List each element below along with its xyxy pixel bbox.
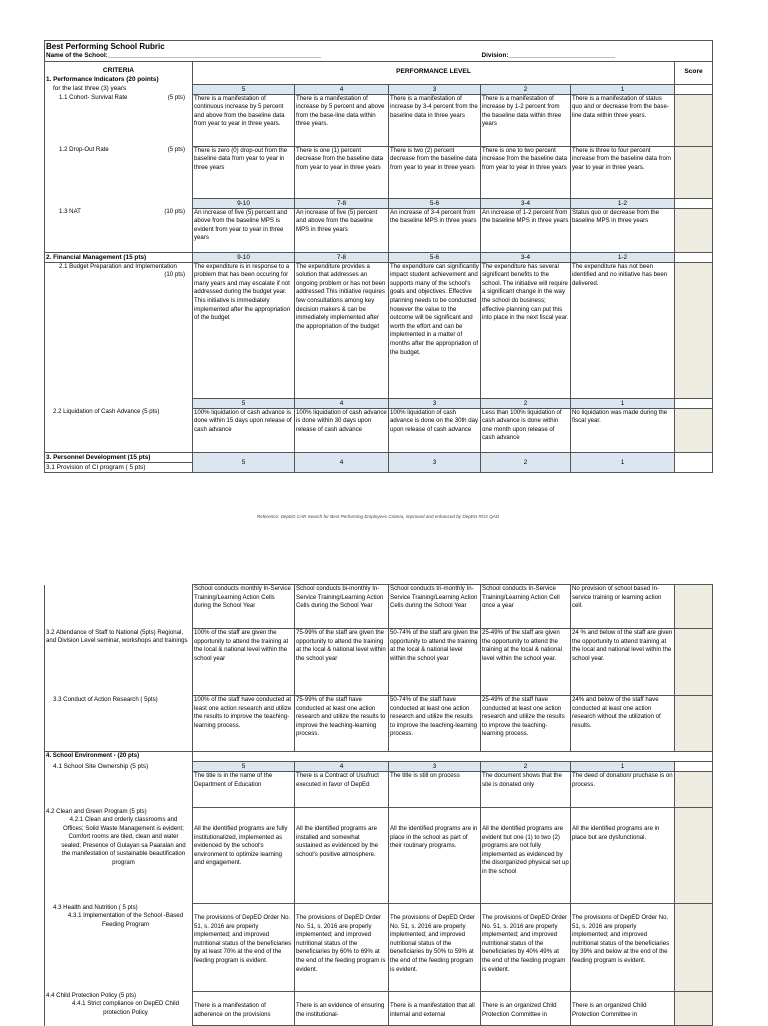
criterion-4-4-label: 4.4 Child Protection Policy (5 pts) — [46, 991, 137, 999]
rubric-table-1 — [44, 40, 713, 473]
r43-level-4: The provisions of DepED Order No. 51, s. 2016 are properly implemented; and improved nutritional status of the beneficiaries by 60% to 69% at the end of the feeding program is evident. — [295, 904, 389, 992]
level-5: 5 — [193, 398, 295, 408]
r41-level-3: The title is still on process — [389, 772, 481, 808]
r31-level-5: School conducts monthly In-Service Training/Learning Action Cells during the School Year — [193, 585, 295, 629]
r42-level-2: All the identified programs are evident but one (1) to two (2) programs are not fully implemented as evidenced by the disorganized physical set up in the school — [481, 808, 571, 904]
level-range-5-6: 5-6 — [389, 198, 481, 208]
r42-level-1: All the identified programs are in place but are dysfunctional. — [571, 808, 675, 904]
criterion-3-3: 3.3 Conduct of Action Research ( 5pts) — [45, 696, 193, 752]
level-range-3-4: 3-4 — [481, 252, 571, 262]
score-cell[interactable] — [675, 208, 713, 252]
criterion-4-4-1: 4.4.1 Strict compliance on DepED Child protection Policy — [71, 1000, 180, 1016]
r12-level-1: There is three to four percent increase from the baseline data from year to year in three years. — [571, 146, 675, 198]
r32-level-1: 24 % and below of the staff are given the opportunity to attend training at the local and national level within the school year. — [571, 629, 675, 696]
r12-level-2: There is one to two percent increase from the baseline data from year to year in three years — [481, 146, 571, 198]
criterion-4-2-1: 4.2.1 Clean and orderly classrooms and Offices; Solid Waste Management is evident; Comfort rooms are tiled, clean and water sealed; Presence of Gulayan sa Paaralan and the manifestation of sustainable beautification program — [61, 816, 186, 867]
score-cell[interactable] — [675, 629, 713, 696]
level-4: 4 — [295, 452, 389, 472]
r33-level-3: 50-74% of the staff have conducted at least one action research and utilize the results to improve the teaching-learning process. — [389, 696, 481, 752]
r21-level-1: The expenditure has not been identified and no initiative has been delivered. — [571, 262, 675, 398]
section-1-sub: for the last three (3) years — [45, 84, 193, 94]
r22-level-1: No liquidation was made during the fiscal year. — [571, 408, 675, 452]
r43-level-1: The provisions of DepED Order No. 51, s. 2016 are properly implemented; and improved nutritional status of the beneficiaries by 39% and below at the end of the feeding program is evident. — [571, 904, 675, 992]
level-2: 2 — [481, 452, 571, 472]
r32-level-3: 50-74% of the staff are given the opportunity to attend the training at the local & national level within the school year — [389, 629, 481, 696]
rubric-title: Best Performing School Rubric — [45, 41, 713, 53]
level-range-1-2: 1-2 — [571, 252, 675, 262]
level-3: 3 — [389, 84, 481, 94]
level-range-7-8: 7-8 — [295, 252, 389, 262]
r13-level-5: An increase of five (5) percent and above from the baseline MPS is evident from year to year in three years — [193, 208, 295, 252]
level-2: 2 — [481, 84, 571, 94]
level-5: 5 — [193, 84, 295, 94]
school-name-field: Name of the School:____________________________________________________________ — [45, 52, 481, 61]
criterion-3-2: 3.2 Attendance of Staff to National (5pts) Regional, and Division Level seminar, workshops and trainings — [45, 629, 193, 696]
level-4: 4 — [295, 762, 389, 772]
criterion-1-2: 1.2 Drop-Out Rate (5 pts) — [45, 146, 193, 198]
level-range-9-10: 9-10 — [193, 198, 295, 208]
r11-level-1: There is a manifestation of status quo and or decrease from the base-line data within three years. — [571, 94, 675, 146]
r11-level-2: There is a manifestation of increase by 1-2 percent from the baseline data within three years — [481, 94, 571, 146]
r21-level-2: The expenditure has several significant benefits to the school. The initiative will require a significant change in the way the school do business; effective planning can put this into place in the next fiscal year. — [481, 262, 571, 398]
level-1: 1 — [571, 398, 675, 408]
r44-level-1: There is an organized Child Protection Committee in — [571, 992, 675, 1026]
score-cell[interactable] — [675, 808, 713, 904]
criterion-2-2: 2.2 Liquidation of Cash Advance (5 pts) — [45, 408, 193, 452]
r33-level-4: 75-99% of the staff have conducted at least one action research and utilize the results to improve the teaching-learning process. — [295, 696, 389, 752]
r32-level-5: 100% of the staff are given the opportunity to attend the training at the local & national level within the school year — [193, 629, 295, 696]
division-field: Division:______________________________ — [481, 52, 713, 61]
r41-level-4: There is a Contract of Usufruct executed in favor of DepEd — [295, 772, 389, 808]
r42-level-3: All the identified programs are in place in the school as part of their routinary programs. — [389, 808, 481, 904]
level-1: 1 — [571, 762, 675, 772]
criterion-4-3 — [45, 904, 193, 992]
r41-level-1: The deed of donation/ pruchase is on process. — [571, 772, 675, 808]
level-2: 2 — [481, 762, 571, 772]
score-cell[interactable] — [675, 585, 713, 629]
rubric-page-2 — [44, 584, 712, 1026]
criterion-1-3: 1.3 NAT (10 pts) — [45, 208, 193, 252]
r13-level-2: An increase of 1-2 percent from the baseline MPS in three years — [481, 208, 571, 252]
criterion-1-1: 1.1 Cohort- Survival Rate (5 pts) — [45, 94, 193, 146]
r42-level-5: All the identified programs are fully institutionalized, implemented as evidenced by the school's environment to optimize learning and engagement. — [193, 808, 295, 904]
score-cell[interactable] — [675, 146, 713, 198]
level-4: 4 — [295, 398, 389, 408]
score-cell[interactable] — [675, 696, 713, 752]
r21-level-5: The expenditure is in response to a problem that has been occuring for many years and may escalate if not addressed during the budget year. This initiative is immediately implemented after the appropriation of the budget — [193, 262, 295, 398]
r31-level-1: No provision of school based In-service training or learning action cell. — [571, 585, 675, 629]
r43-level-2: The provisions of DepED Order No. 51, s. 2016 are properly implemented; and improved nutritional status of the beneficiaries by 40% 49% at the end of the feeding program is evident. — [481, 904, 571, 992]
r44-level-3: There is a manifestation that all internal and external — [389, 992, 481, 1026]
r22-level-3: 100% liquidation of cash advance is done on the 30th day upon release of cash advance — [389, 408, 481, 452]
level-2: 2 — [481, 398, 571, 408]
r44-level-2: There is an organized Child Protection Committee in — [481, 992, 571, 1026]
section-3-title: 3. Personnel Development (15 pts) — [45, 453, 192, 463]
section-3-head — [45, 452, 193, 472]
level-1: 1 — [571, 452, 675, 472]
r41-level-2: The document shows that the site is donated only — [481, 772, 571, 808]
criterion-4-3-label: 4.3 Health and Nutrition ( 5 pts) — [53, 903, 138, 911]
r22-level-5: 100% liquidation of cash advance is done within 15 days upon release of cash advance — [193, 408, 295, 452]
level-range-1-2: 1-2 — [571, 198, 675, 208]
r31-level-2: School conducts In-Service Training/Learning Action Cell once a year — [481, 585, 571, 629]
r33-level-2: 25-49% of the staff have conducted at least one action research and utilize the results to improve the teaching-learning process. — [481, 696, 571, 752]
criterion-3-1: 3.1 Provision of CI program ( 5 pts) — [46, 463, 146, 471]
r12-level-4: There is one (1) percent decrease from the baseline data from year to year in three years — [295, 146, 389, 198]
level-5: 5 — [193, 762, 295, 772]
r22-level-2: Less than 100% liquidation of cash advance is done within one month upon release of cash advance — [481, 408, 571, 452]
level-range-7-8: 7-8 — [295, 198, 389, 208]
r43-level-3: The provisions of DepED Order No. 51, s. 2016 are properly implemented; and improved nutritional status of the beneficiaries by 50% to 59% at the end of the feeding program is evident. — [389, 904, 481, 992]
r11-level-5: There is a manifestation of continuous increase by 5 percent and above from the baseline data from year to year in three years. — [193, 94, 295, 146]
criterion-4-2-label: 4.2 Clean and Green Program (5 pts) — [46, 807, 147, 815]
score-cell[interactable] — [675, 408, 713, 452]
score-cell[interactable] — [675, 904, 713, 992]
rubric-page-1 — [44, 40, 712, 519]
level-3: 3 — [389, 452, 481, 472]
r32-level-2: 25-49% of the staff are given the opportunity to attend the training at the local & national level within the school year. — [481, 629, 571, 696]
rubric-table-2 — [44, 584, 713, 1026]
r44-level-4: There is an evidence of ensuring the institutional- — [295, 992, 389, 1026]
criterion-4-3-1: 4.3.1 Implementation of the School -Based Feeding Program — [67, 912, 184, 928]
section-2-title: 2. Financial Management (15 pts) — [45, 252, 193, 262]
r12-level-5: There is zero (0) drop-out from the baseline data from year to year in three years — [193, 146, 295, 198]
level-5: 5 — [193, 452, 295, 472]
section-4-title: 4. School Environment - (20 pts) — [45, 752, 193, 762]
level-3: 3 — [389, 762, 481, 772]
score-blank — [675, 84, 713, 94]
r11-level-4: There is a manifestation of increase by 5 percent and above from the base-line data within three years. — [295, 94, 389, 146]
r33-level-5: 100% of the staff have conducted at least one action research and utilize the results to improve the teaching-learning process. — [193, 696, 295, 752]
score-header: Score — [675, 61, 713, 84]
r11-level-3: There is a manifestation of increase by 3-4 percent from the baseline data in three years — [389, 94, 481, 146]
level-range-9-10: 9-10 — [193, 252, 295, 262]
r22-level-4: 100% liquidation of cash advance is done within 30 days upon release of cash advance — [295, 408, 389, 452]
r32-level-4: 75-99% of the staff are given the opportunity to attend the training at the local & national level within the school year — [295, 629, 389, 696]
section-1-title: 1. Performance Indicators (20 points) — [45, 76, 193, 85]
criteria-header: CRITERIA — [45, 61, 193, 76]
level-range-3-4: 3-4 — [481, 198, 571, 208]
r21-level-4: The expenditure provides a solution that addresses an ongoing problem or has not been addressed This initiative requires few consultations among key decision makers & can be immediately implemented after the appropriation of the budget — [295, 262, 389, 398]
r42-level-4: All the identified programs are installed and somewhat sustained as evidenced by the school's positive atmosphere. — [295, 808, 389, 904]
r44-level-5: There is a manifestation of adherence on the provisions — [193, 992, 295, 1026]
score-cell[interactable] — [675, 94, 713, 146]
r21-level-3: The expenditure can significantly impact student achievement and supports many of the school's goals and objectives. Effective planning needs to be conducted however the value to the outcome will be significant and worth the effort and can be implemented in a matter of months after the appropriation of the budget. — [389, 262, 481, 398]
r43-level-5: The provisions of DepED Order No. 51, s. 2016 are properly implemented; and improved nutritional status of the beneficiaries by at least 70% at the end of the feeding program is evident. — [193, 904, 295, 992]
r12-level-3: There is two (2) percent decrease from the baseline data from year to year in three years — [389, 146, 481, 198]
r13-level-4: An increase of five (5) percent and above from the baseline MPS in three years — [295, 208, 389, 252]
criterion-4-2 — [45, 808, 193, 904]
level-4: 4 — [295, 84, 389, 94]
r31-level-3: School conducts tri-monthly In-Service Training/Learning Action Cells during the School Year — [389, 585, 481, 629]
score-cell[interactable] — [675, 992, 713, 1026]
score-cell[interactable] — [675, 772, 713, 808]
r13-level-3: An increase of 3-4 percent from the baseline MPS in three years — [389, 208, 481, 252]
level-1: 1 — [571, 84, 675, 94]
score-cell[interactable] — [675, 262, 713, 398]
r33-level-1: 24% and below of the staff have conducted at least one action research without the utilization of results. — [571, 696, 675, 752]
reference-note: Reference: DepED CAR Search for Best Performing Employees Criteria, improved and enhanced by DepED RO2 QAD — [256, 514, 500, 519]
criterion-2-1: 2.1 Budget Preparation and Implementation (10 pts) — [45, 262, 193, 398]
r31-level-4: School conducts bi-monthly In-Service Training/Learning Action Cells during the School Year — [295, 585, 389, 629]
level-range-5-6: 5-6 — [389, 252, 481, 262]
criterion-4-4 — [45, 992, 193, 1026]
r41-level-5: The title is in the name of the Department of Education — [193, 772, 295, 808]
r13-level-1: Status quo or decrease from the baseline MPS in three years — [571, 208, 675, 252]
level-3: 3 — [389, 398, 481, 408]
performance-level-header: PERFORMANCE LEVEL — [193, 61, 675, 84]
criterion-4-1: 4.1 School Site Ownership (5 pts) — [45, 762, 193, 772]
